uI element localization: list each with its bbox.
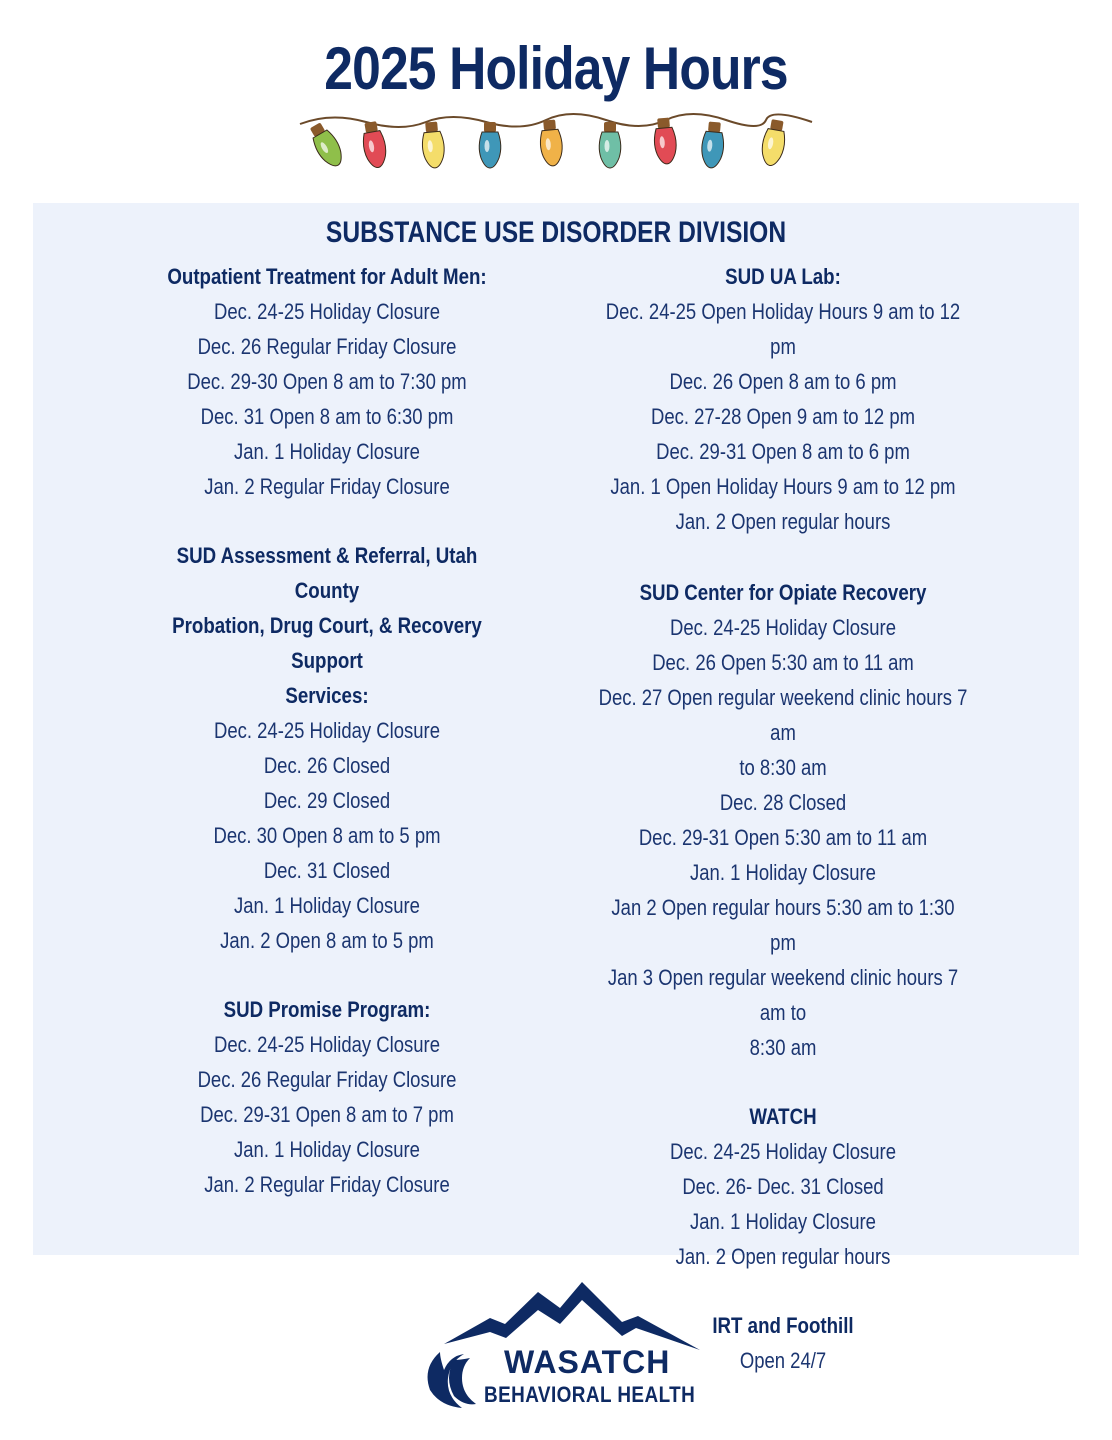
section-title: Outpatient Treatment for Adult Men: — [167, 264, 487, 289]
section-title: Probation, Drug Court, & Recovery Support — [172, 613, 482, 673]
section-sud-center-opiate-recovery — [561, 575, 1005, 1065]
hours-line: Jan. 1 Open Holiday Hours 9 am to 12 pm — [610, 474, 956, 499]
section-title: Services: — [285, 683, 369, 708]
hours-line: Jan 2 Open regular hours 5:30 am to 1:30 pm — [611, 895, 955, 955]
light-bulb-icon — [759, 118, 788, 167]
hours-line: Dec. 29-30 Open 8 am to 7:30 pm — [187, 369, 467, 394]
light-bulb-icon — [360, 120, 389, 169]
hours-line: Dec. 29-31 Open 8 am to 7 pm — [200, 1102, 454, 1127]
hours-line: Open 24/7 — [739, 1348, 827, 1373]
hours-line: Dec. 27 Open regular weekend clinic hours 7 am — [598, 685, 968, 745]
hours-line: to 8:30 am — [739, 755, 827, 780]
hours-line: Jan. 2 Open 8 am to 5 pm — [220, 928, 434, 953]
section-title: SUD Center for Opiate Recovery — [639, 580, 927, 605]
hours-line: 8:30 am — [749, 1035, 817, 1060]
section-title: SUD Assessment & Referral, Utah County — [176, 543, 478, 603]
hours-line: Jan. 1 Holiday Closure — [690, 860, 876, 885]
hours-line: Dec. 31 Open 8 am to 6:30 pm — [200, 404, 454, 429]
logo-name-line-2: BEHAVIORAL HEALTH — [484, 1382, 696, 1407]
hours-line: Dec. 29-31 Open 8 am to 6 pm — [656, 439, 910, 464]
right-column — [561, 259, 1005, 1378]
hours-line: Jan. 2 Regular Friday Closure — [204, 1172, 450, 1197]
hours-line: Dec. 26 Regular Friday Closure — [197, 334, 457, 359]
hours-line: Jan 3 Open regular weekend clinic hours 7 am to — [607, 965, 959, 1025]
section-title: WATCH — [749, 1104, 817, 1129]
hours-line: Dec. 26- Dec. 31 Closed — [682, 1174, 884, 1199]
hours-line: Dec. 28 Closed — [719, 790, 847, 815]
section-sud-assessment-referral — [117, 538, 537, 958]
light-bulb-icon — [420, 121, 445, 169]
hours-line: Dec. 27-28 Open 9 am to 12 pm — [650, 404, 915, 429]
hours-line: Dec. 31 Closed — [263, 858, 391, 883]
light-bulb-icon — [479, 122, 501, 168]
hours-line: Dec. 24-25 Open Holiday Hours 9 am to 12 pm — [605, 299, 961, 359]
hours-line: Dec. 24-25 Holiday Closure — [214, 299, 440, 324]
hours-line: Jan. 1 Holiday Closure — [234, 1137, 420, 1162]
light-bulb-icon — [599, 122, 621, 168]
light-bulb-icon — [306, 120, 348, 171]
hours-line: Dec. 24-25 Holiday Closure — [670, 615, 896, 640]
hours-line: Dec. 26 Open 5:30 am to 11 am — [652, 650, 914, 675]
section-sud-ua-lab — [561, 259, 1005, 539]
light-bulb-icon — [700, 121, 725, 169]
hours-line: Jan. 2 Open regular hours — [675, 1244, 891, 1269]
hours-line: Dec. 29 Closed — [263, 788, 391, 813]
logo-name-line-1: WASATCH — [504, 1344, 671, 1380]
hours-line: Dec. 26 Closed — [263, 753, 391, 778]
left-column — [117, 259, 537, 1202]
division-title: SUBSTANCE USE DISORDER DIVISION — [325, 216, 787, 249]
hours-line: Jan. 2 Open regular hours — [675, 509, 891, 534]
hours-line: Jan. 1 Holiday Closure — [690, 1209, 876, 1234]
hours-line: Jan. 1 Holiday Closure — [234, 893, 420, 918]
hours-line: Dec. 29-31 Open 5:30 am to 11 am — [638, 825, 928, 850]
section-title: IRT and Foothill — [712, 1313, 854, 1338]
wasatch-logo — [410, 1278, 710, 1418]
section-title: SUD Promise Program: — [223, 997, 431, 1022]
light-bulb-icon — [538, 119, 563, 167]
section-watch — [561, 1099, 1005, 1274]
hours-line: Jan. 1 Holiday Closure — [234, 439, 420, 464]
section-title: SUD UA Lab: — [725, 264, 841, 289]
section-sud-promise-program — [117, 992, 537, 1202]
hours-line: Dec. 26 Regular Friday Closure — [197, 1067, 457, 1092]
page-title: 2025 Holiday Hours — [324, 35, 788, 102]
section-outpatient-treatment — [117, 259, 537, 504]
hours-line: Dec. 30 Open 8 am to 5 pm — [213, 823, 441, 848]
string-lights-decoration — [296, 108, 816, 188]
hours-line: Dec. 26 Open 8 am to 6 pm — [669, 369, 897, 394]
hours-line: Dec. 24-25 Holiday Closure — [670, 1139, 896, 1164]
hours-line: Dec. 24-25 Holiday Closure — [214, 718, 440, 743]
hours-line: Jan. 2 Regular Friday Closure — [204, 474, 450, 499]
hours-line: Dec. 24-25 Holiday Closure — [214, 1032, 440, 1057]
